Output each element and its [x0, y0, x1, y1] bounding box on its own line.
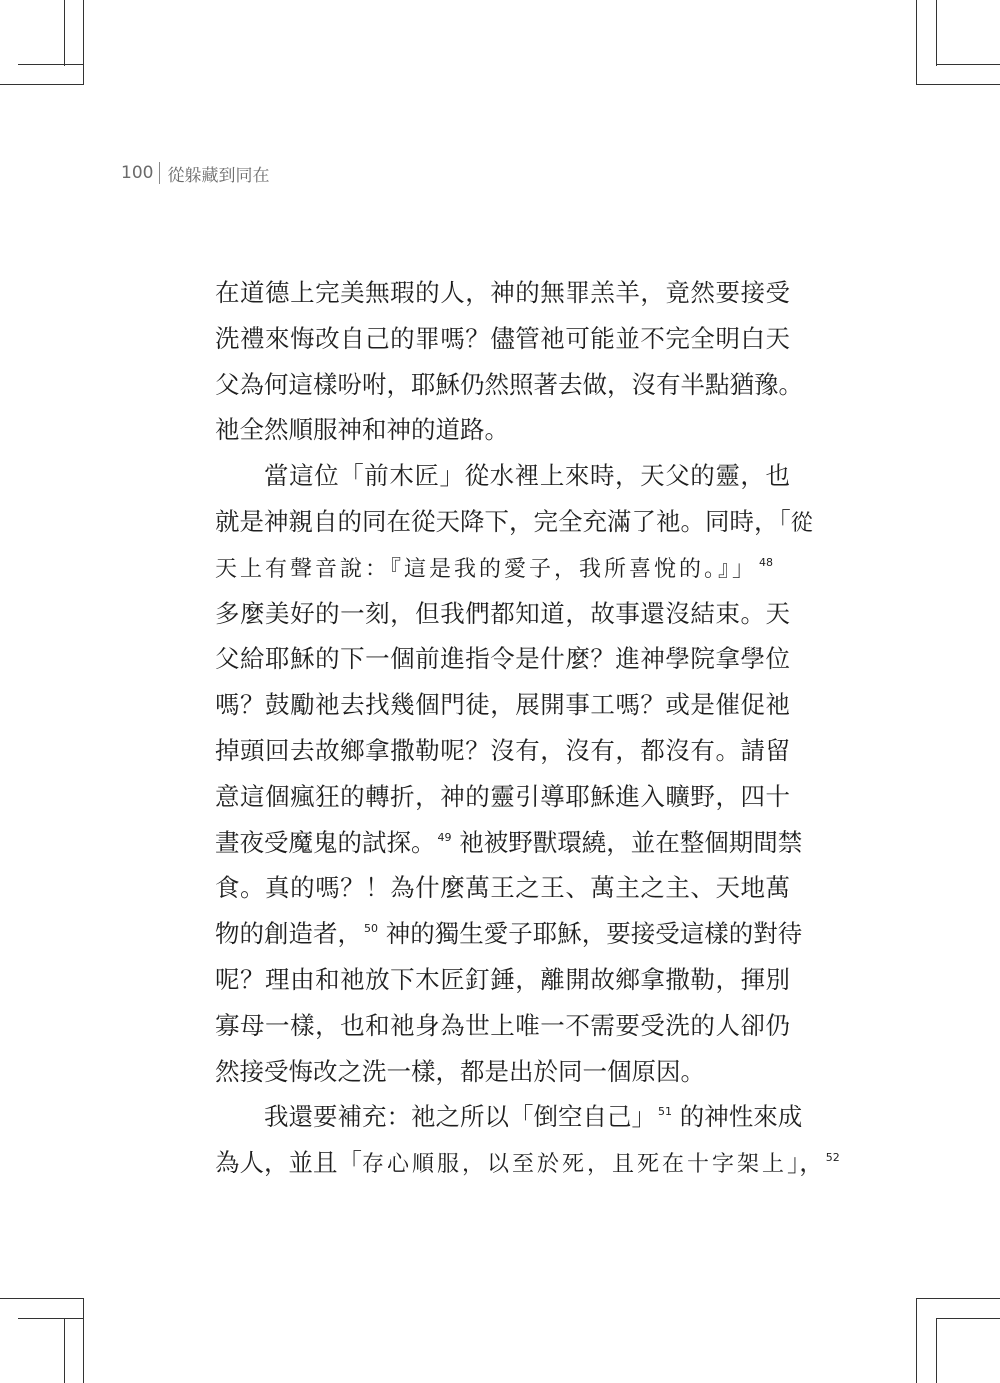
page-number: 100: [121, 163, 154, 183]
header-separator: [159, 162, 160, 184]
scripture-quote: 從: [790, 510, 816, 536]
crop-mark-top-left-v: [83, 0, 84, 85]
text-segment: 物的創造者，: [215, 919, 362, 949]
crop-mark-bottom-left-h: [0, 1298, 84, 1299]
text-line: 父為何這樣吩咐，耶穌仍然照著去做，沒有半點猶豫。: [215, 369, 803, 399]
text-line: 父給耶穌的下一個前進指令是什麼？進神學院拿學位: [215, 644, 790, 674]
text-line-mixed: [215, 499, 816, 545]
footnote-ref: 50: [364, 922, 378, 936]
text-line-mixed: [215, 911, 803, 957]
footnote-ref: 48: [759, 555, 774, 569]
crop-mark-top-right-v: [916, 0, 917, 85]
crop-mark-bottom-right-v2: [936, 1318, 937, 1383]
body-text: [215, 270, 840, 1186]
text-line: 多麼美好的一刻，但我們都知道，故事還沒結束。天: [215, 598, 790, 628]
crop-mark-bottom-left-h2: [18, 1318, 84, 1319]
crop-mark-top-left-h2: [0, 84, 84, 85]
footnote-ref: 52: [825, 1151, 840, 1165]
footnote-ref: 51: [658, 1105, 672, 1119]
crop-mark-top-right-h: [916, 84, 1000, 85]
text-line: 然接受悔改之洗一樣，都是出於同一個原因。: [215, 1056, 705, 1086]
crop-mark-bottom-left-v2: [64, 1318, 65, 1383]
text-line: 嗎？鼓勵祂去找幾個門徒，展開事工嗎？或是催促祂: [215, 690, 790, 720]
scripture-quote: 天上有聲音說：『這是我的愛子，我所喜悅的。』」: [215, 556, 758, 582]
text-line: 寡母一樣，也和祂身為世上唯一不需要受洗的人卻仍: [215, 1010, 790, 1040]
text-line: 當這位「前木匠」從水裡上來時，天父的靈，也: [264, 461, 790, 491]
scripture-quote: 存心順服，以至於死，且死在十字架上: [362, 1152, 788, 1178]
text-segment: 的神性來成: [672, 1102, 803, 1132]
footnote-ref: 49: [437, 830, 452, 844]
crop-mark-top-right-h2: [936, 64, 1000, 65]
crop-mark-top-left-v2: [64, 0, 65, 66]
crop-mark-top-left-h: [18, 64, 84, 65]
text-segment: 為人，並且「: [215, 1148, 362, 1178]
text-segment: 祂被野獸環繞，並在整個期間禁: [451, 827, 803, 857]
text-segment: 就是神親自的同在從天降下，完全充滿了祂。同時，「: [215, 506, 791, 536]
text-line: 意這個瘋狂的轉折，神的靈引導耶穌進入曠野，四十: [215, 781, 790, 811]
text-line: 掉頭回去故鄉拿撒勒呢？沒有，沒有，都沒有。請留: [215, 735, 790, 765]
text-line: 在道德上完美無瑕的人，神的無罪羔羊，竟然要接受: [215, 278, 790, 307]
crop-mark-bottom-right-v: [916, 1298, 917, 1383]
text-segment: 神的獨生愛子耶穌，要接受這樣的對待: [378, 919, 803, 949]
text-line: 祂全然順服神和神的道路。: [215, 415, 509, 445]
crop-mark-bottom-left-v: [83, 1298, 84, 1383]
text-line-mixed: [215, 1094, 803, 1140]
crop-mark-bottom-right-h2: [936, 1318, 1000, 1319]
text-segment: 」，: [787, 1148, 824, 1178]
text-line-mixed: [215, 545, 790, 591]
text-line-mixed: [215, 1140, 840, 1186]
book-title: 從躲藏到同在: [167, 165, 270, 186]
text-line: 食。真的嗎？！為什麼萬王之王、萬主之主、天地萬: [215, 873, 790, 903]
crop-mark-top-right-v2: [936, 0, 937, 66]
crop-mark-bottom-right-h: [916, 1298, 1000, 1299]
text-line-mixed: [215, 820, 803, 866]
text-segment: 晝夜受魔鬼的試探。: [215, 827, 436, 857]
text-segment: 我還要補充：祂之所以「倒空自己」: [264, 1102, 656, 1132]
running-head: [121, 160, 269, 186]
text-line: 洗禮來悔改自己的罪嗎？儘管祂可能並不完全明白天: [215, 323, 790, 353]
text-line: 呢？理由和祂放下木匠釘錘，離開故鄉拿撒勒，揮別: [215, 964, 790, 994]
